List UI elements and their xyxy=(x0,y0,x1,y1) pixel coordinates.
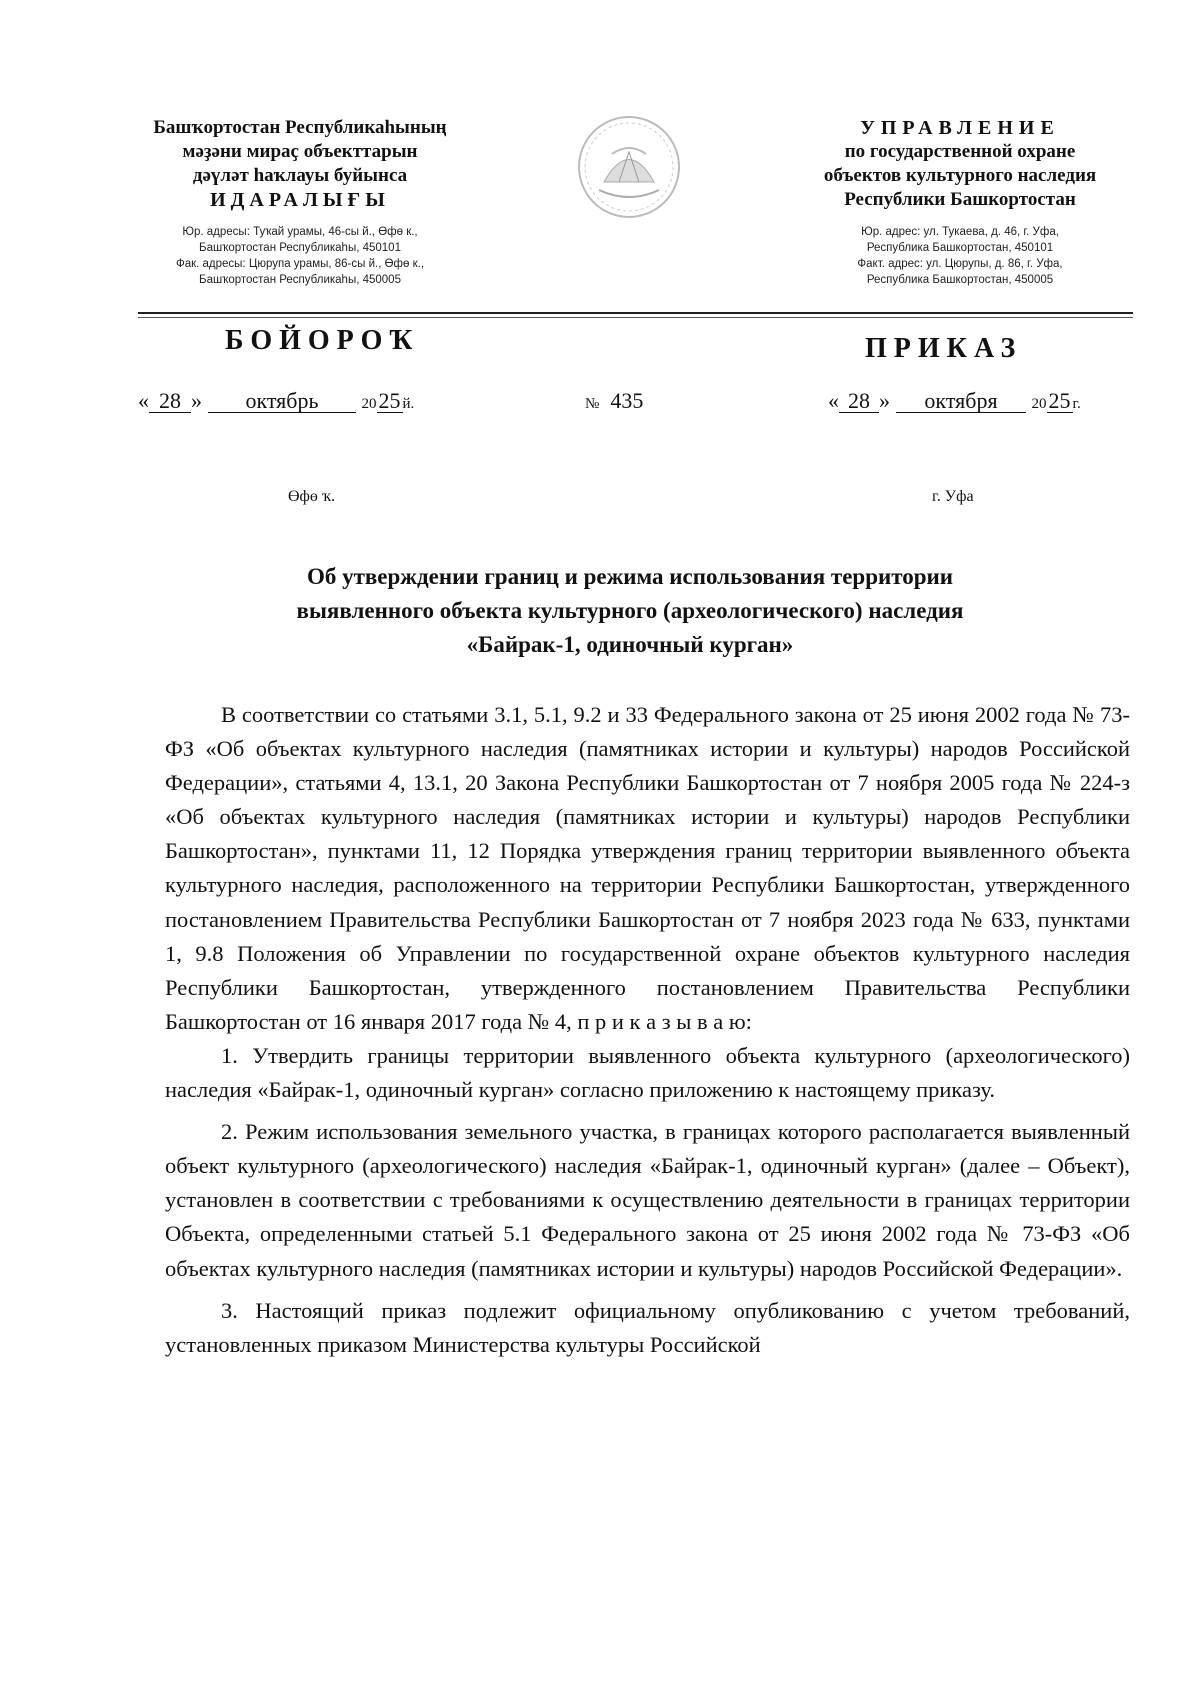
title-line2: выявленного объекта культурного (археологического) наследия xyxy=(296,598,964,623)
left-addr2: Башҡортостан Республикаһы, 450101 xyxy=(199,242,401,254)
left-header-line4: ИДАРАЛЫҒЫ xyxy=(210,189,390,211)
date-right-month: октября xyxy=(896,390,1026,413)
left-address xyxy=(120,224,480,288)
right-header xyxy=(790,116,1130,288)
right-addr2: Республика Башкортостан, 450101 xyxy=(866,242,1054,254)
date-right-day: 28 xyxy=(839,390,879,413)
right-header-line4: Республики Башкортостан xyxy=(844,189,1076,210)
header-divider xyxy=(138,312,1133,314)
body-paragraph-2: 2. Режим использования земельного участка, в границах которого располагается выявленный объект культурного (археологического) наследия «Байрак-1, одиночный курган» (далее – Объект), установлен в соответствии с требованиями к осуществлению деятельности в границах территории Объекта, определенными статьей 5.1 Федерального закона от 25 июня 2002 года № 73-ФЗ «Об объектах культурного наследия (памятниках истории и культуры) народов Российской Федерации». xyxy=(165,1119,1130,1281)
right-header-line3: объектов культурного наследия xyxy=(823,165,1097,186)
body-paragraph-1: 1. Утвердить границы территории выявленного объекта культурного (археологического) наследия «Байрак-1, одиночный курган» согласно приложению к настоящему приказу. xyxy=(165,1042,1130,1103)
city-left: Өфө ҡ. xyxy=(288,488,336,505)
left-header xyxy=(120,116,480,288)
left-header-line1: Башҡортостан Республикаһының xyxy=(153,117,447,138)
doc-type-right: ПРИКАЗ xyxy=(865,333,1023,364)
title-line3: «Байрак-1, одиночный курган» xyxy=(466,632,794,657)
right-header-line1: УПРАВЛЕНИЕ xyxy=(860,117,1060,139)
right-addr3: Факт. адрес: ул. Цюрупы, д. 86, г. Уфа, xyxy=(857,258,1063,270)
body-paragraph-preamble: В соответствии со статьями 3.1, 5.1, 9.2 и 33 Федерального закона от 25 июня 2002 года № 73-ФЗ «Об объектах культурного наследия (памятниках истории и культуры) народов Российской Федерации», статьями 4, 13.1, 20 Закона Республики Башкортостан от 7 ноября 2005 года № 224-з «Об объектах культурного наследия (памятниках истории и культуры) народов Республики Башкортостан», пунктами 11, 12 Порядка утверждения границ территории выявленного объекта культурного наследия, расположенного на территории Республики Башкортостан, утвержденного постановлением Правительства Республики Башкортостан от 7 ноября 2023 года № 633, пунктами 1, 9.8 Положения об Управлении по государственной охране объектов культурного наследия Республики Башкортостан, утвержденного постановлением Правительства Республики Башкортостан от 16 января 2017 года № 4, п р и к а з ы в а ю: xyxy=(165,702,1130,1034)
body-paragraph-3: 3. Настоящий приказ подлежит официальному опубликованию с учетом требований, установленных приказом Министерства культуры Российской xyxy=(165,1297,1130,1357)
left-addr3: Фак. адресы: Цюрупа урамы, 86-сы й., Өфө к., xyxy=(175,258,425,270)
right-addr1: Юр. адрес: ул. Тукаева, д. 46, г. Уфа, xyxy=(861,226,1059,238)
left-addr1: Юр. адресы: Туҡай урамы, 46-сы й., Өфө к., xyxy=(182,226,418,238)
order-number: № 435 xyxy=(585,388,644,413)
right-address xyxy=(790,224,1130,288)
coat-of-arms-emblem xyxy=(574,112,684,222)
left-addr4: Башҡортостан Республикаһы, 450005 xyxy=(199,274,401,286)
city-right: г. Уфа xyxy=(932,488,974,505)
emblem-icon xyxy=(574,112,684,222)
document-title xyxy=(200,560,1060,662)
date-left-day: 28 xyxy=(149,390,191,413)
right-header-line2: по государственной охране xyxy=(844,141,1076,162)
date-left: « 28 » октябрь 2025 й. xyxy=(138,388,415,413)
date-right: « 28 » октября 2025 г. xyxy=(828,388,1081,413)
date-left-month: октябрь xyxy=(208,390,356,413)
document-body xyxy=(165,698,1130,1362)
order-number-value: 435 xyxy=(610,388,644,413)
title-line1: Об утверждении границ и режима использования территории xyxy=(306,564,954,589)
left-header-line2: мәҙәни мираҫ объекттарын xyxy=(182,141,418,162)
doc-type-left: БОЙОРОҠ xyxy=(225,325,420,356)
header-divider-thin xyxy=(138,317,1133,318)
left-header-line3: дәүләт һаҡлауы буйынса xyxy=(192,165,408,186)
date-right-year: 25 xyxy=(1048,388,1071,413)
right-addr4: Республика Башкортостан, 450005 xyxy=(866,274,1054,286)
date-left-year: 25 xyxy=(378,388,401,413)
